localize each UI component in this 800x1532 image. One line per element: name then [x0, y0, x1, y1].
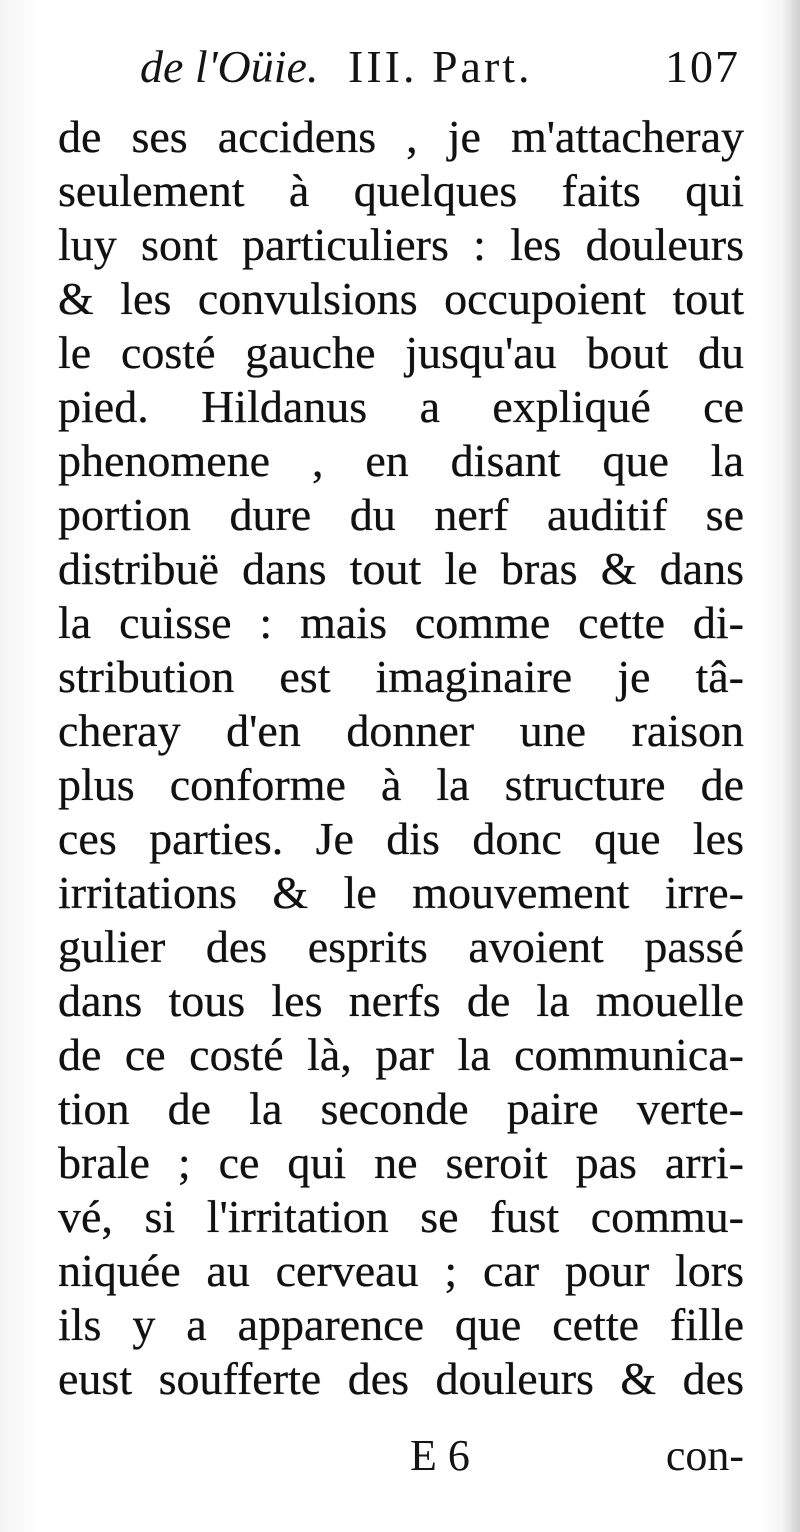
running-header	[140, 40, 750, 100]
page-footer	[58, 1430, 744, 1486]
catchword: con-	[665, 1431, 744, 1480]
text-line: luy sont particuliers : les douleurs	[58, 219, 744, 270]
text-line: ils y a apparence que cette fille	[58, 1299, 744, 1350]
text-line: de ses accidens , je m'attacheray	[58, 111, 744, 162]
text-line: & les convulsions occupoient tout	[58, 273, 744, 324]
text-line: ces parties. Je dis donc que les	[58, 813, 744, 864]
text-line: phenomene , en disant que la	[58, 435, 744, 486]
text-line: la cuisse : mais comme cette di-	[58, 597, 744, 648]
text-line: pied. Hildanus a expliqué ce	[58, 381, 744, 432]
text-line: eust soufferte des douleurs & des	[58, 1353, 744, 1404]
text-line: dans tous les nerfs de la mouelle	[58, 975, 744, 1026]
page-edge-shadow	[782, 0, 800, 1532]
text-line: de ce costé là, par la communica-	[58, 1029, 744, 1080]
text-line: stribution est imaginaire je tâ-	[58, 651, 744, 702]
running-title: de l'Oüie.	[140, 41, 319, 92]
body-text	[58, 110, 744, 1406]
text-line: brale ; ce qui ne seroit pas arri-	[58, 1137, 744, 1188]
text-line: portion dure du nerf auditif se	[58, 489, 744, 540]
text-line: plus conforme à la structure de	[58, 759, 744, 810]
text-line: distribuë dans tout le bras & dans	[58, 543, 744, 594]
signature-mark: E 6	[410, 1431, 470, 1480]
text-line: tion de la seconde paire verte-	[58, 1083, 744, 1134]
text-line: cheray d'en donner une raison	[58, 705, 744, 756]
text-line: niquée au cerveau ; car pour lors	[58, 1245, 744, 1296]
text-line: vé, si l'irritation se fust commu-	[58, 1191, 744, 1242]
text-line: irritations & le mouvement irre-	[58, 867, 744, 918]
page-number: 107	[665, 41, 740, 92]
text-line: gulier des esprits avoient passé	[58, 921, 744, 972]
text-line: seulement à quelques faits qui	[58, 165, 744, 216]
text-line: le costé gauche jusqu'au bout du	[58, 327, 744, 378]
part-label: III. Part.	[348, 41, 533, 92]
